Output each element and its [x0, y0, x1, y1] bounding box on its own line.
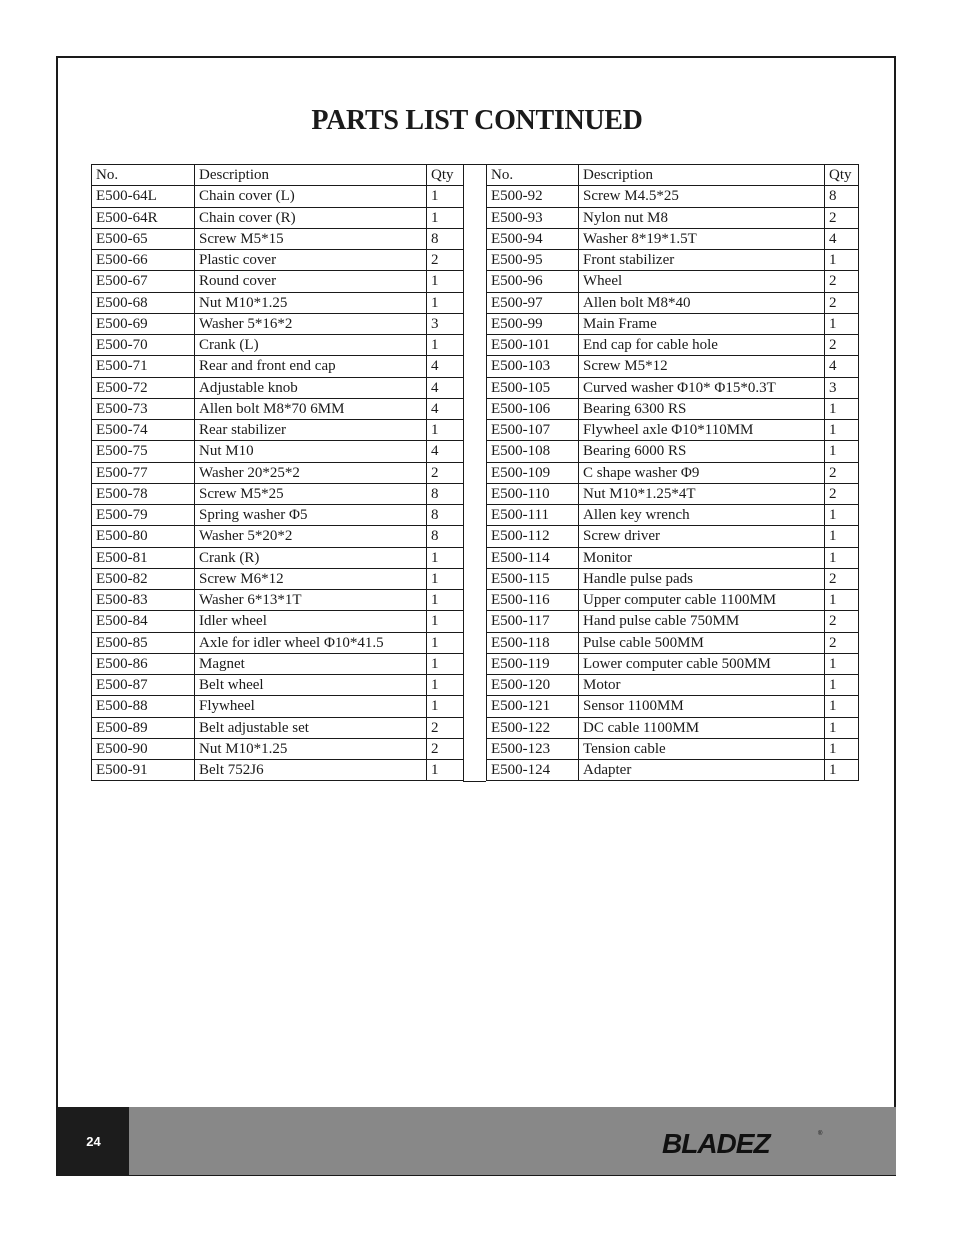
footer-bar: [58, 1107, 896, 1175]
part-description: Crank (R): [195, 547, 427, 568]
part-number: E500-82: [92, 568, 195, 589]
part-number: E500-106: [487, 398, 579, 419]
table-row: [487, 356, 859, 377]
part-number: E500-72: [92, 377, 195, 398]
parts-table-left: [91, 164, 464, 781]
part-qty: 2: [825, 292, 859, 313]
part-qty: 1: [825, 717, 859, 738]
part-description: Rear and front end cap: [195, 356, 427, 377]
part-qty: 1: [825, 675, 859, 696]
part-description: Washer 20*25*2: [195, 462, 427, 483]
part-number: E500-112: [487, 526, 579, 547]
part-number: E500-95: [487, 250, 579, 271]
part-qty: 1: [825, 313, 859, 334]
table-row: [92, 675, 464, 696]
part-description: Adjustable knob: [195, 377, 427, 398]
part-description: Flywheel axle Φ10*110MM: [579, 420, 825, 441]
trademark-mark: ®: [818, 1131, 823, 1137]
table-row: [487, 632, 859, 653]
table-row: [487, 228, 859, 249]
part-qty: 1: [427, 590, 464, 611]
part-description: Allen key wrench: [579, 505, 825, 526]
table-row: [92, 420, 464, 441]
table-row: [487, 207, 859, 228]
part-description: Bearing 6000 RS: [579, 441, 825, 462]
part-number: E500-71: [92, 356, 195, 377]
part-qty: 2: [825, 462, 859, 483]
part-description: Nut M10*1.25: [195, 292, 427, 313]
part-number: E500-79: [92, 505, 195, 526]
part-description: C shape washer Φ9: [579, 462, 825, 483]
part-number: E500-75: [92, 441, 195, 462]
part-description: Allen bolt M8*70 6MM: [195, 398, 427, 419]
part-description: Motor: [579, 675, 825, 696]
table-row: [487, 738, 859, 759]
part-description: Bearing 6300 RS: [579, 398, 825, 419]
table-row: [92, 568, 464, 589]
part-number: E500-101: [487, 335, 579, 356]
part-number: E500-66: [92, 250, 195, 271]
part-number: E500-92: [487, 186, 579, 207]
table-row: [487, 377, 859, 398]
part-description: Monitor: [579, 547, 825, 568]
part-description: Belt adjustable set: [195, 717, 427, 738]
table-header-row: [487, 165, 859, 186]
part-description: Belt wheel: [195, 675, 427, 696]
table-row: [92, 292, 464, 313]
table-row: [487, 313, 859, 334]
table-row: [92, 207, 464, 228]
part-qty: 1: [825, 505, 859, 526]
part-number: E500-116: [487, 590, 579, 611]
part-qty: 1: [825, 760, 859, 781]
part-number: E500-83: [92, 590, 195, 611]
part-qty: 1: [427, 632, 464, 653]
table-row: [92, 590, 464, 611]
table-row: [92, 696, 464, 717]
part-number: E500-81: [92, 547, 195, 568]
part-number: E500-90: [92, 738, 195, 759]
part-number: E500-120: [487, 675, 579, 696]
part-qty: 2: [825, 568, 859, 589]
part-qty: 1: [825, 526, 859, 547]
part-qty: 1: [825, 398, 859, 419]
table-row: [92, 653, 464, 674]
part-description: Screw M5*15: [195, 228, 427, 249]
part-number: E500-93: [487, 207, 579, 228]
table-gap: [463, 164, 486, 782]
table-row: [92, 313, 464, 334]
part-qty: 1: [427, 547, 464, 568]
table-row: [487, 271, 859, 292]
table-row: [487, 611, 859, 632]
parts-table-right-body: [487, 165, 859, 781]
part-qty: 1: [825, 547, 859, 568]
table-row: [92, 526, 464, 547]
part-description: Front stabilizer: [579, 250, 825, 271]
part-qty: 1: [825, 441, 859, 462]
header-no: No.: [487, 165, 579, 186]
part-qty: 2: [825, 335, 859, 356]
part-qty: 1: [825, 590, 859, 611]
part-description: Plastic cover: [195, 250, 427, 271]
part-number: E500-107: [487, 420, 579, 441]
table-row: [92, 717, 464, 738]
part-qty: 1: [427, 568, 464, 589]
table-row: [92, 760, 464, 781]
part-description: DC cable 1100MM: [579, 717, 825, 738]
table-row: [92, 228, 464, 249]
part-number: E500-94: [487, 228, 579, 249]
part-qty: 1: [427, 760, 464, 781]
part-description: Upper computer cable 1100MM: [579, 590, 825, 611]
part-qty: 4: [825, 228, 859, 249]
part-description: Curved washer Φ10* Φ15*0.3T: [579, 377, 825, 398]
table-row: [92, 271, 464, 292]
table-row: [487, 696, 859, 717]
part-description: Screw driver: [579, 526, 825, 547]
part-qty: 2: [427, 462, 464, 483]
table-row: [487, 335, 859, 356]
table-row: [92, 462, 464, 483]
part-qty: 4: [825, 356, 859, 377]
part-number: E500-118: [487, 632, 579, 653]
part-number: E500-109: [487, 462, 579, 483]
table-row: [92, 738, 464, 759]
part-qty: 1: [427, 653, 464, 674]
part-number: E500-64L: [92, 186, 195, 207]
part-description: Idler wheel: [195, 611, 427, 632]
part-number: E500-111: [487, 505, 579, 526]
part-number: E500-115: [487, 568, 579, 589]
part-description: Hand pulse cable 750MM: [579, 611, 825, 632]
part-description: Nut M10*1.25: [195, 738, 427, 759]
header-qty: Qty: [825, 165, 859, 186]
part-qty: 1: [825, 250, 859, 271]
part-number: E500-69: [92, 313, 195, 334]
table-row: [487, 505, 859, 526]
header-no: No.: [92, 165, 195, 186]
part-number: E500-122: [487, 717, 579, 738]
part-description: Nylon nut M8: [579, 207, 825, 228]
table-row: [92, 441, 464, 462]
part-number: E500-74: [92, 420, 195, 441]
part-number: E500-68: [92, 292, 195, 313]
table-row: [487, 547, 859, 568]
part-qty: 1: [825, 420, 859, 441]
table-row: [487, 483, 859, 504]
table-row: [487, 760, 859, 781]
table-row: [92, 335, 464, 356]
part-qty: 4: [427, 441, 464, 462]
part-number: E500-86: [92, 653, 195, 674]
table-row: [487, 186, 859, 207]
bladez-logo-text: BLADEZ: [662, 1128, 770, 1157]
part-qty: 1: [427, 420, 464, 441]
header-description: Description: [579, 165, 825, 186]
table-row: [92, 483, 464, 504]
part-description: Belt 752J6: [195, 760, 427, 781]
table-row: [487, 717, 859, 738]
page-title: PARTS LIST CONTINUED: [311, 105, 643, 136]
part-description: Adapter: [579, 760, 825, 781]
table-row: [92, 632, 464, 653]
part-description: Chain cover (L): [195, 186, 427, 207]
table-row: [487, 398, 859, 419]
part-qty: 1: [825, 738, 859, 759]
part-qty: 1: [427, 271, 464, 292]
part-qty: 1: [427, 292, 464, 313]
part-qty: 2: [825, 611, 859, 632]
table-row: [92, 398, 464, 419]
part-qty: 3: [825, 377, 859, 398]
part-qty: 8: [427, 228, 464, 249]
part-qty: 4: [427, 377, 464, 398]
part-description: Screw M6*12: [195, 568, 427, 589]
part-qty: 3: [427, 313, 464, 334]
part-qty: 1: [825, 696, 859, 717]
table-row: [487, 292, 859, 313]
table-row: [487, 526, 859, 547]
part-number: E500-97: [487, 292, 579, 313]
part-description: Screw M5*12: [579, 356, 825, 377]
part-number: E500-119: [487, 653, 579, 674]
table-row: [487, 462, 859, 483]
part-description: Magnet: [195, 653, 427, 674]
part-qty: 1: [825, 653, 859, 674]
table-row: [487, 250, 859, 271]
part-description: Washer 6*13*1T: [195, 590, 427, 611]
part-qty: 2: [427, 738, 464, 759]
part-number: E500-87: [92, 675, 195, 696]
part-qty: 8: [427, 526, 464, 547]
part-description: Tension cable: [579, 738, 825, 759]
part-number: E500-77: [92, 462, 195, 483]
part-number: E500-91: [92, 760, 195, 781]
table-row: [487, 568, 859, 589]
part-number: E500-103: [487, 356, 579, 377]
part-description: Nut M10*1.25*4T: [579, 483, 825, 504]
part-qty: 1: [427, 186, 464, 207]
part-description: Nut M10: [195, 441, 427, 462]
bladez-logo: [658, 1127, 828, 1157]
part-description: Allen bolt M8*40: [579, 292, 825, 313]
part-number: E500-88: [92, 696, 195, 717]
part-number: E500-114: [487, 547, 579, 568]
part-qty: 4: [427, 398, 464, 419]
table-row: [92, 356, 464, 377]
part-qty: 8: [427, 505, 464, 526]
part-qty: 2: [825, 207, 859, 228]
table-row: [92, 611, 464, 632]
table-row: [92, 547, 464, 568]
part-number: E500-124: [487, 760, 579, 781]
part-description: Wheel: [579, 271, 825, 292]
part-qty: 8: [427, 483, 464, 504]
part-number: E500-85: [92, 632, 195, 653]
part-number: E500-108: [487, 441, 579, 462]
part-description: Washer 5*20*2: [195, 526, 427, 547]
part-qty: 2: [427, 717, 464, 738]
part-description: Pulse cable 500MM: [579, 632, 825, 653]
part-description: Screw M4.5*25: [579, 186, 825, 207]
part-description: Handle pulse pads: [579, 568, 825, 589]
part-number: E500-70: [92, 335, 195, 356]
part-description: Sensor 1100MM: [579, 696, 825, 717]
table-row: [487, 420, 859, 441]
part-description: Washer 8*19*1.5T: [579, 228, 825, 249]
table-row: [487, 653, 859, 674]
table-header-row: [92, 165, 464, 186]
part-number: E500-96: [487, 271, 579, 292]
part-qty: 4: [427, 356, 464, 377]
part-description: Round cover: [195, 271, 427, 292]
parts-table-left-body: [92, 165, 464, 781]
part-number: E500-64R: [92, 207, 195, 228]
part-number: E500-89: [92, 717, 195, 738]
part-number: E500-121: [487, 696, 579, 717]
part-qty: 2: [825, 483, 859, 504]
part-number: E500-123: [487, 738, 579, 759]
part-number: E500-67: [92, 271, 195, 292]
part-description: Axle for idler wheel Φ10*41.5: [195, 632, 427, 653]
table-row: [487, 675, 859, 696]
part-description: Rear stabilizer: [195, 420, 427, 441]
table-row: [92, 377, 464, 398]
part-number: E500-80: [92, 526, 195, 547]
table-row: [92, 186, 464, 207]
table-row: [92, 505, 464, 526]
part-description: Flywheel: [195, 696, 427, 717]
part-qty: 8: [825, 186, 859, 207]
part-description: Lower computer cable 500MM: [579, 653, 825, 674]
part-number: E500-110: [487, 483, 579, 504]
part-description: End cap for cable hole: [579, 335, 825, 356]
part-qty: 2: [427, 250, 464, 271]
part-description: Screw M5*25: [195, 483, 427, 504]
part-description: Spring washer Φ5: [195, 505, 427, 526]
part-qty: 1: [427, 696, 464, 717]
table-row: [92, 250, 464, 271]
part-qty: 1: [427, 207, 464, 228]
part-qty: 2: [825, 271, 859, 292]
part-description: Main Frame: [579, 313, 825, 334]
part-number: E500-84: [92, 611, 195, 632]
table-row: [487, 441, 859, 462]
part-number: E500-65: [92, 228, 195, 249]
part-description: Crank (L): [195, 335, 427, 356]
part-description: Washer 5*16*2: [195, 313, 427, 334]
part-number: E500-73: [92, 398, 195, 419]
part-qty: 1: [427, 335, 464, 356]
parts-table-right: [486, 164, 859, 781]
table-row: [487, 590, 859, 611]
part-number: E500-105: [487, 377, 579, 398]
part-qty: 1: [427, 675, 464, 696]
part-number: E500-99: [487, 313, 579, 334]
part-qty: 2: [825, 632, 859, 653]
part-description: Chain cover (R): [195, 207, 427, 228]
part-number: E500-117: [487, 611, 579, 632]
header-description: Description: [195, 165, 427, 186]
part-qty: 1: [427, 611, 464, 632]
header-qty: Qty: [427, 165, 464, 186]
page-number: 24: [58, 1107, 129, 1175]
part-number: E500-78: [92, 483, 195, 504]
